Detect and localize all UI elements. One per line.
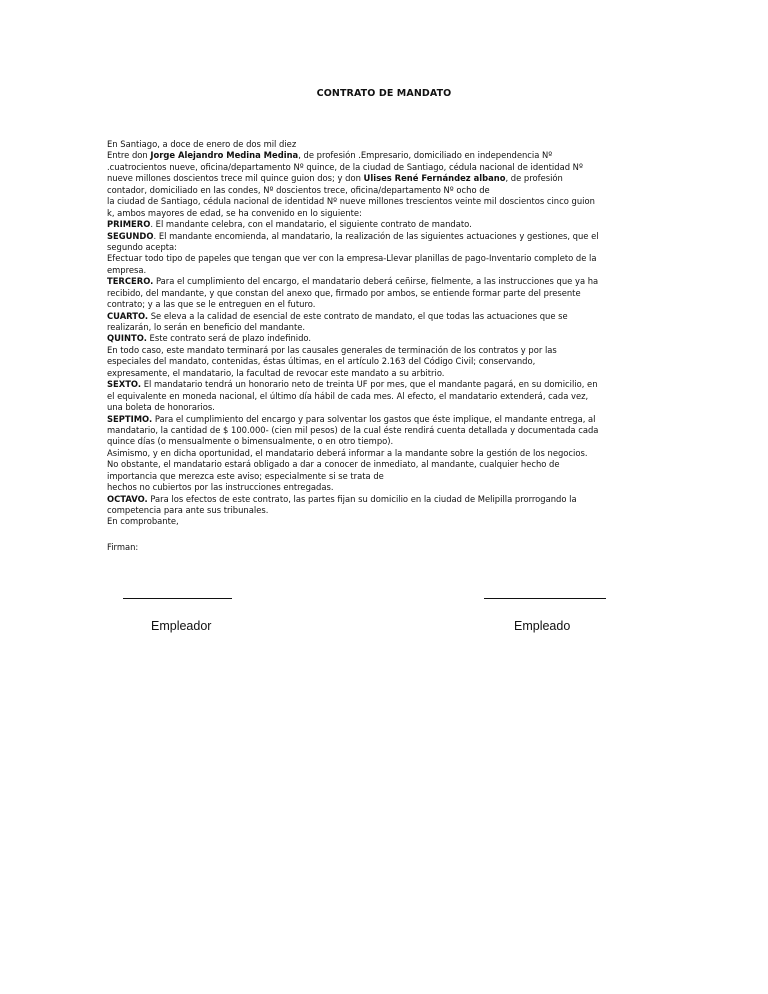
contract-line — [107, 311, 667, 322]
clause-heading: Ulises René Fernández albano — [363, 173, 506, 184]
contract-line — [107, 402, 667, 413]
contract-line — [107, 471, 667, 482]
contract-line — [107, 185, 667, 196]
contract-line — [107, 516, 667, 527]
employee-signature-line — [484, 598, 606, 599]
contract-text: especiales del mandato, contenidas, éstas últimas, en el artículo 2.163 del Código Civil; conservando, — [107, 356, 536, 367]
clause-heading: SEPTIMO. — [107, 413, 153, 424]
clause-heading: Jorge Alejandro Medina Medina — [150, 150, 299, 161]
contract-text: Efectuar todo tipo de papeles que tengan que ver con la empresa-Llevar planillas de pago-Inventario completo de la — [107, 253, 597, 264]
contract-line — [107, 242, 667, 253]
contract-text: Entre don — [107, 150, 151, 161]
contract-line — [107, 505, 667, 516]
employee-signature-label: Empleado — [514, 619, 571, 633]
contract-line — [107, 356, 667, 367]
contract-text: k, ambos mayores de edad, se ha convenido en lo siguiente: — [107, 207, 362, 218]
contract-line — [107, 391, 667, 402]
contract-text: realizarán, lo serán en beneficio del mandante. — [107, 322, 306, 332]
contract-text: contrato; y a las que se le entreguen en el futuro. — [107, 299, 316, 310]
contract-line — [107, 459, 667, 470]
contract-line — [107, 196, 667, 207]
contract-text: Para el cumplimiento del encargo, el mandatario deberá ceñirse, fielmente, a las instrucciones que ya ha — [153, 276, 599, 287]
contract-text: la ciudad de Santiago, cédula nacional de identidad Nº nueve millones trescientos veinte mil doscientos cinco guion — [107, 196, 595, 207]
contract-text: quince días (o mensualmente o bimensualmente, o en otro tiempo). — [107, 436, 394, 447]
contract-text: En todo caso, este mandato terminará por las causales generales de terminación de los contratos y por las — [107, 344, 557, 355]
clause-heading: SEXTO. — [107, 379, 142, 390]
contract-text: Se eleva a la calidad de esencial de este contrato de mandato, el que todas las actuaciones que se — [148, 310, 568, 321]
contract-text: En Santiago, a doce de enero de dos mil diez — [107, 139, 297, 149]
firman-label: Firman: — [107, 542, 139, 552]
contract-text: En comprobante, — [107, 516, 179, 527]
contract-line — [107, 208, 667, 219]
contract-line — [107, 368, 667, 379]
contract-line — [107, 276, 667, 287]
contract-text: , de profesión .Empresario, domiciliado en independencia Nº — [298, 150, 553, 161]
clause-heading: CUARTO. — [107, 310, 149, 321]
clause-heading: PRIMERO — [107, 219, 151, 230]
contract-line — [107, 139, 667, 150]
contract-line — [107, 322, 667, 333]
contract-text: el equivalente en moneda nacional, el último día hábil de cada mes. Al efecto, el mandatario extenderá, cada vez, — [107, 390, 589, 401]
contract-text: .cuatrocientos nueve, oficina/departamento Nº quince, de la ciudad de Santiago, cédula nacional de identidad Nº — [107, 161, 583, 172]
contract-text: expresamente, el mandatario, la facultad de revocar este mandato a su arbitrio. — [107, 367, 445, 378]
contract-text: segundo acepta: — [107, 241, 177, 252]
contract-line — [107, 379, 667, 390]
contract-body — [107, 139, 667, 528]
contract-text: mandatario, la cantidad de $ 100.000- (cien mil pesos) de la cual éste rendirá cuenta detallada y documentada cada — [107, 424, 599, 435]
contract-line — [107, 299, 667, 310]
contract-text: competencia para ante sus tribunales. — [107, 505, 269, 515]
contract-text: Este contrato será de plazo indefinido. — [146, 333, 312, 344]
contract-text: recibido, del mandante, y que constan del anexo que, firmado por ambos, se entiende formar parte del presente — [107, 287, 581, 298]
employer-signature-line — [123, 598, 232, 599]
contract-text: hechos no cubiertos por las instrucciones entregadas. — [107, 482, 334, 493]
contract-line — [107, 219, 667, 230]
clause-heading: TERCERO. — [107, 276, 154, 287]
contract-line — [107, 345, 667, 356]
contract-text: No obstante, el mandatario estará obligado a dar a conocer de inmediato, al mandante, cualquier hecho de — [107, 459, 560, 470]
contract-text: contador, domiciliado en las condes, Nº doscientos trece, oficina/departamento Nº ocho de — [107, 184, 490, 195]
contract-line — [107, 231, 667, 242]
contract-line — [107, 288, 667, 299]
clause-heading: QUINTO. — [107, 333, 147, 344]
contract-text: El mandatario tendrá un honorario neto de treinta UF por mes, que el mandante pagará, en su domicilio, en — [141, 379, 598, 390]
contract-line — [107, 162, 667, 173]
contract-text: . El mandante encomienda, al mandatario, la realización de las siguientes actuaciones y gestiones, que el — [153, 230, 599, 241]
contract-line — [107, 253, 667, 264]
employer-signature-label: Empleador — [151, 619, 212, 633]
contract-text: Asimismo, y en dicha oportunidad, el mandatario deberá informar a la mandante sobre la gestión de los negocios. — [107, 447, 588, 458]
clause-heading: OCTAVO. — [107, 493, 148, 504]
contract-title: CONTRATO DE MANDATO — [316, 88, 452, 99]
contract-line — [107, 333, 667, 344]
contract-line — [107, 448, 667, 459]
contract-line — [107, 482, 667, 493]
contract-line — [107, 425, 667, 436]
contract-line — [107, 436, 667, 447]
contract-line — [107, 494, 667, 505]
contract-text: Para los efectos de este contrato, las partes fijan su domicilio en la ciudad de Melipilla prorrogando la — [147, 493, 577, 504]
contract-text: nueve millones doscientos trece mil quince guion dos; y don — [107, 173, 364, 184]
contract-text: empresa. — [107, 264, 147, 275]
contract-line — [107, 150, 667, 161]
contract-text: Para el cumplimiento del encargo y para solventar los gastos que éste implique, el mandante entrega, al — [152, 413, 596, 424]
contract-text: . El mandante celebra, con el mandatario, el siguiente contrato de mandato. — [150, 219, 472, 230]
clause-heading: SEGUNDO — [107, 230, 154, 241]
contract-text: , de profesión — [505, 173, 563, 184]
contract-line — [107, 173, 667, 184]
contract-line — [107, 265, 667, 276]
contract-text: una boleta de honorarios. — [107, 402, 215, 413]
contract-text: importancia que merezca este aviso; especialmente si se trata de — [107, 470, 384, 481]
contract-line — [107, 414, 667, 425]
